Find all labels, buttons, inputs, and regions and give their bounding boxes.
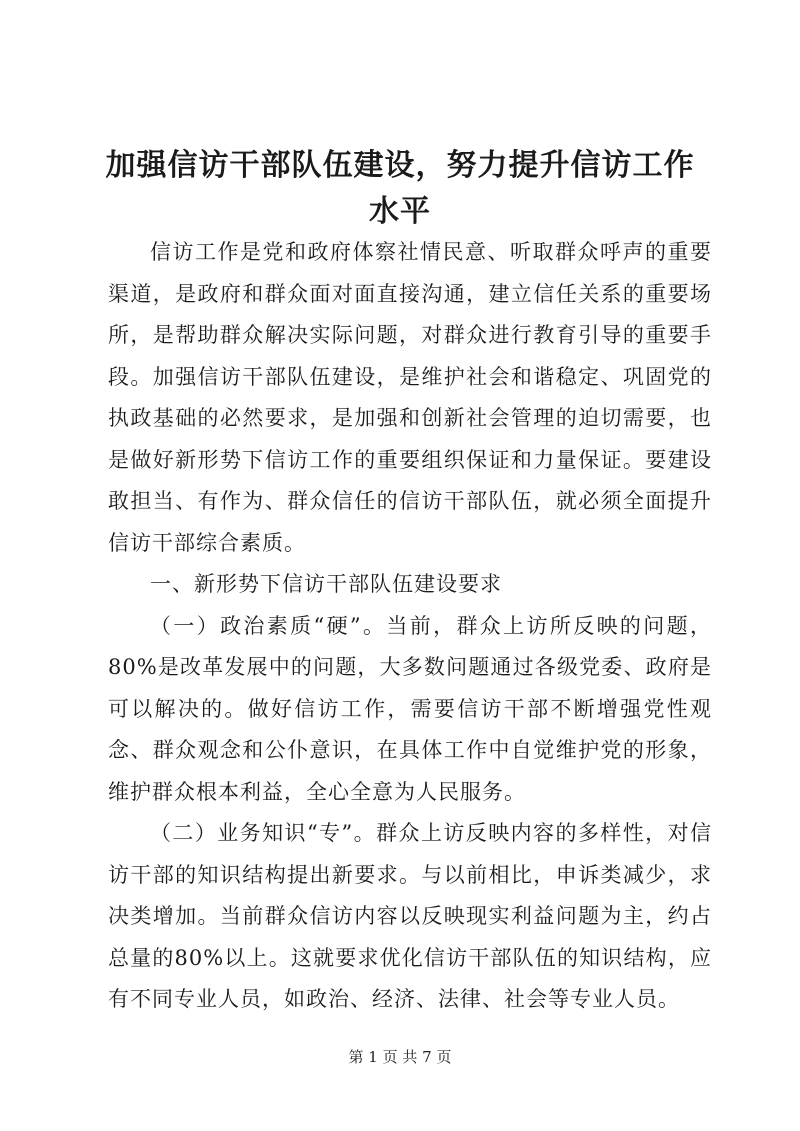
- intro-paragraph: 信访工作是党和政府体察社情民意、听取群众呼声的重要渠道，是政府和群众面对面直接沟通，建立信任关系的重要场所，是帮助群众解决实际问题，对群众进行教育引导的重要手段。加强信访干部队伍建设，是维护社会和谐稳定、巩固党的执政基础的必然要求，是加强和创新社会管理的迫切需要，也是做好新形势下信访工作的重要组织保证和力量保证。要建设敢担当、有作为、群众信任的信访干部队伍，就必须全面提升信访干部综合素质。: [108, 240, 712, 555]
- document-body: [108, 232, 712, 1021]
- subsection-paragraph-1: （一）政治素质“硬”。当前，群众上访所反映的问题，80%是改革发展中的问题，大多数问题通过各级党委、政府是可以解决的。做好信访工作，需要信访干部不断增强党性观念、群众观念和公仆意识，在具体工作中自觉维护党的形象，维护群众根本利益，全心全意为人民服务。: [108, 613, 712, 804]
- document-title: 加强信访干部队伍建设，努力提升信访工作水平: [105, 148, 695, 229]
- section-heading: 一、新形势下信访干部队伍建设要求: [150, 572, 502, 596]
- subsection-paragraph-2: （二）业务知识“专”。群众上访反映内容的多样性，对信访干部的知识结构提出新要求。与以前相比，申诉类减少，求决类增加。当前群众信访内容以反映现实利益问题为主，约占总量的80%以上。这就要求优化信访干部队伍的知识结构，应有不同专业人员，如政治、经济、法律、社会等专业人员。: [108, 821, 712, 1011]
- page-number-footer: 第 1 页 共 7 页: [348, 1048, 452, 1066]
